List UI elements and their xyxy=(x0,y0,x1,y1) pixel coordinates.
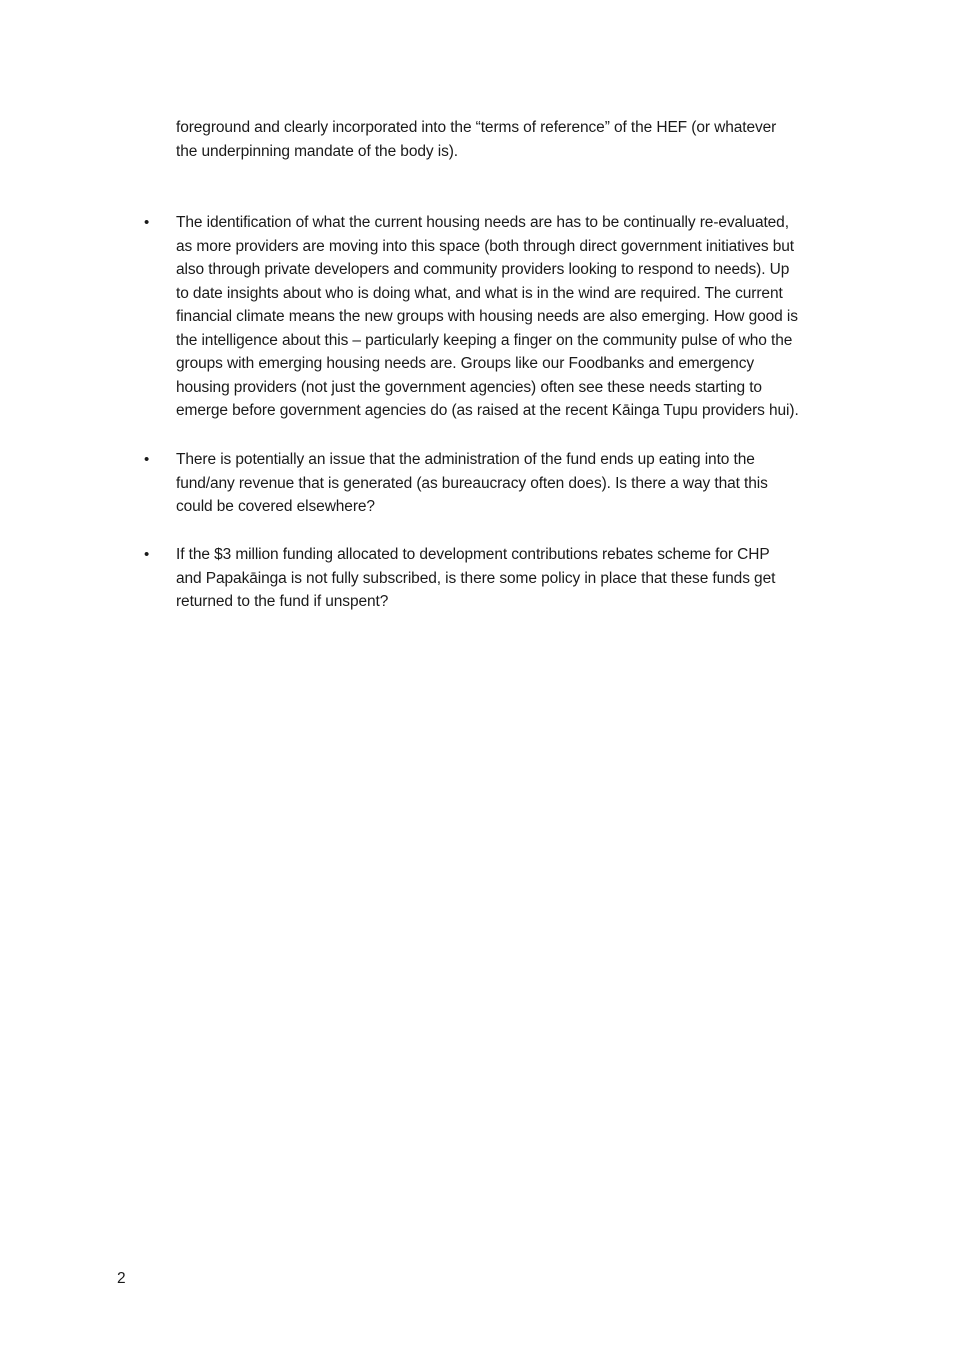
bullet-marker: • xyxy=(144,546,150,563)
bullet-paragraph-administration: There is potentially an issue that the administration of the fund ends up eating into the fund/any revenue that is generated (as bureaucracy often does). Is there a way that this could be covered elsewhere? xyxy=(176,451,768,515)
page-number: 2 xyxy=(117,1270,126,1287)
continuation-paragraph: foreground and clearly incorporated into the “terms of reference” of the HEF (or whatever the underpinning mandate of the body is). xyxy=(176,119,777,160)
bullet-marker: • xyxy=(144,214,150,231)
bullet-marker: • xyxy=(144,451,150,468)
bullet-paragraph-housing-needs: The identification of what the current housing needs are has to be continually re-evaluated, as more providers are moving into this space (both through direct government initiatives but also through private developers and community providers looking to respond to needs). Up to date insights about who is doing what, and what is in the wind are required. The current financial climate means the new groups with housing needs are also emerging. How good is the intelligence about this – particularly keeping a finger on the community pulse of who the groups with emerging housing needs are. Groups like our Foodbanks and emergency housing providers (not just the government agencies) often see these needs starting to emerge before government agencies do (as raised at the recent Kāinga Tupu providers hui). xyxy=(176,214,799,419)
bullet-paragraph-funding-rebates: If the $3 million funding allocated to development contributions rebates scheme for CHP and Papakāinga is not fully subscribed, is there some policy in place that these funds get returned to the fund if unspent? xyxy=(176,546,776,610)
